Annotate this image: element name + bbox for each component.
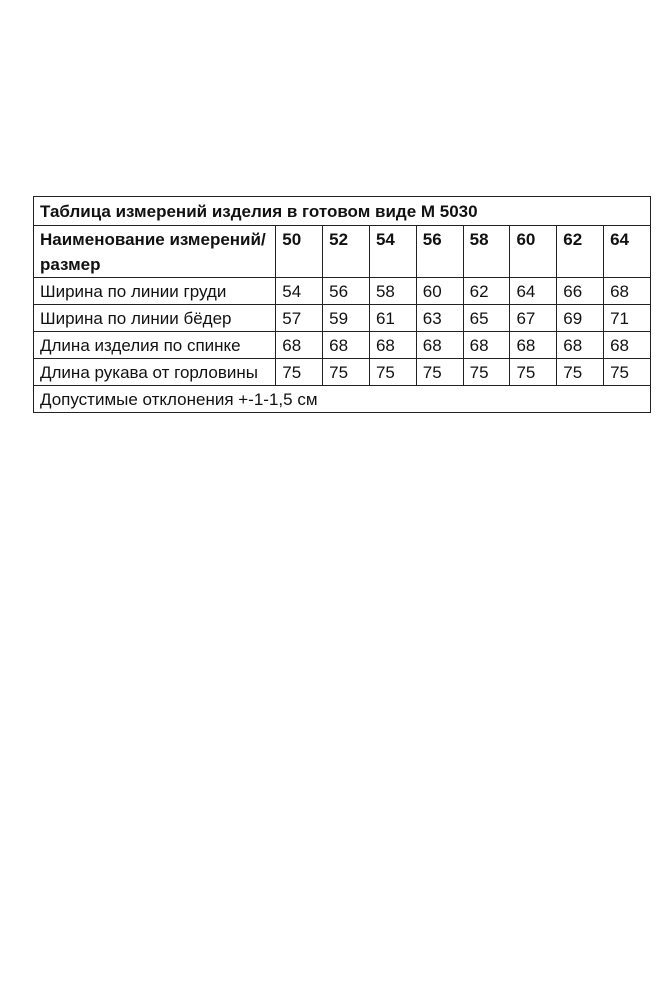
measurement-value: 64 bbox=[510, 278, 557, 305]
measurement-value: 75 bbox=[463, 359, 510, 386]
measurement-value: 58 bbox=[369, 278, 416, 305]
measurement-value: 67 bbox=[510, 305, 557, 332]
size-header: 50 bbox=[276, 226, 323, 278]
size-header: 60 bbox=[510, 226, 557, 278]
measurement-value: 75 bbox=[416, 359, 463, 386]
measurement-value: 75 bbox=[276, 359, 323, 386]
measurement-value: 68 bbox=[463, 332, 510, 359]
table-footer-row bbox=[34, 386, 651, 413]
measurement-name: Длина рукава от горловины bbox=[34, 359, 276, 386]
measurement-value: 54 bbox=[276, 278, 323, 305]
size-header: 62 bbox=[557, 226, 604, 278]
measurement-name: Ширина по линии груди bbox=[34, 278, 276, 305]
measurement-value: 68 bbox=[557, 332, 604, 359]
size-table bbox=[33, 196, 651, 413]
measurement-value: 75 bbox=[604, 359, 651, 386]
measurement-value: 62 bbox=[463, 278, 510, 305]
measurement-value: 57 bbox=[276, 305, 323, 332]
table-title: Таблица измерений изделия в готовом виде М 5030 bbox=[34, 197, 651, 226]
size-header: 56 bbox=[416, 226, 463, 278]
table-row bbox=[34, 332, 651, 359]
measurement-value: 68 bbox=[369, 332, 416, 359]
measurement-value: 75 bbox=[510, 359, 557, 386]
measurement-name: Ширина по линии бёдер bbox=[34, 305, 276, 332]
measurement-value: 65 bbox=[463, 305, 510, 332]
measurement-value: 71 bbox=[604, 305, 651, 332]
measurement-value: 61 bbox=[369, 305, 416, 332]
size-header: 54 bbox=[369, 226, 416, 278]
measurement-value: 75 bbox=[369, 359, 416, 386]
table-row bbox=[34, 278, 651, 305]
measurement-value: 75 bbox=[323, 359, 370, 386]
tolerance-note: Допустимые отклонения +-1-1,5 см bbox=[34, 386, 651, 413]
measurement-value: 68 bbox=[416, 332, 463, 359]
measurement-value: 68 bbox=[323, 332, 370, 359]
measurement-value: 56 bbox=[323, 278, 370, 305]
measurement-value: 59 bbox=[323, 305, 370, 332]
size-header: 52 bbox=[323, 226, 370, 278]
header-label: Наименование измерений/размер bbox=[34, 226, 276, 278]
measurement-value: 60 bbox=[416, 278, 463, 305]
measurement-value: 75 bbox=[557, 359, 604, 386]
measurement-name: Длина изделия по спинке bbox=[34, 332, 276, 359]
table-row bbox=[34, 359, 651, 386]
measurement-value: 69 bbox=[557, 305, 604, 332]
measurement-value: 68 bbox=[510, 332, 557, 359]
measurement-value: 68 bbox=[604, 332, 651, 359]
measurement-value: 68 bbox=[276, 332, 323, 359]
measurement-value: 68 bbox=[604, 278, 651, 305]
table-title-row bbox=[34, 197, 651, 226]
size-header: 64 bbox=[604, 226, 651, 278]
measurement-value: 66 bbox=[557, 278, 604, 305]
table-header-row bbox=[34, 226, 651, 278]
table-row bbox=[34, 305, 651, 332]
size-header: 58 bbox=[463, 226, 510, 278]
measurement-value: 63 bbox=[416, 305, 463, 332]
